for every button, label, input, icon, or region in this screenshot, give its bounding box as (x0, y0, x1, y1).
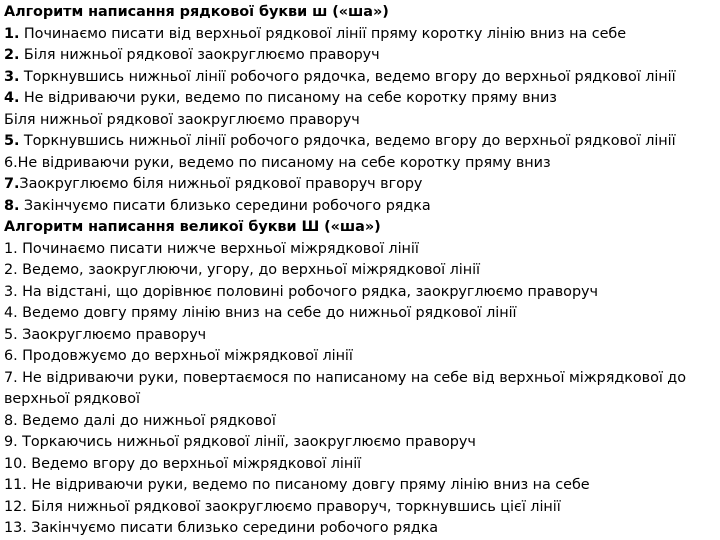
step-number: 13. (4, 520, 27, 536)
section-title-uppercase: Алгоритм написання великої букви Ш («ша») (4, 219, 381, 235)
step-text: Починаємо писати від верхньої рядкової лінії пряму коротку лінію вниз на себе (19, 25, 627, 42)
step-text: Не відриваючи руки, ведемо по писаному на себе коротку пряму вниз (17, 154, 551, 171)
step-text: Заокруглюємо біля нижньої рядкової праворуч вгору (19, 176, 423, 192)
step-text: Заокруглюємо праворуч (17, 326, 207, 343)
step-number: 2. (4, 47, 20, 63)
step-line (4, 67, 720, 89)
step-text: Не відриваючи руки, повертаємося по написаному на себе від верхньої міжрядкової до (17, 369, 686, 386)
step-line (4, 174, 720, 196)
step-text: Ведемо вгору до верхньої міжрядкової лінії (26, 455, 362, 472)
step-number: 4. (4, 90, 20, 106)
section-title-lowercase: Алгоритм написання рядкової букви ш («ша») (4, 4, 389, 20)
step-line (4, 325, 720, 347)
step-text: Торкаючись нижньої рядкової лінії, заокруглюємо праворуч (17, 434, 476, 450)
step-text: Ведемо довгу пряму лінію вниз на себе до нижньої рядкової лінії (17, 305, 517, 321)
step-number: 1. (4, 25, 20, 42)
step-line (4, 346, 720, 368)
step-line (4, 411, 720, 433)
step-line (4, 260, 720, 282)
step-line (4, 497, 720, 519)
step-line (4, 45, 720, 67)
step-number: 7. (4, 176, 20, 192)
step-number: 2. (4, 262, 18, 278)
step-line (4, 153, 720, 175)
step-number: 8. (4, 412, 18, 429)
step-text: Закінчуємо писати близько середини робочого рядка (19, 197, 431, 214)
step-number: 3. (4, 68, 20, 85)
step-number: 4. (4, 305, 18, 321)
step-line-continuation (4, 110, 720, 132)
step-number: 1. (4, 240, 18, 257)
step-line (4, 518, 720, 540)
step-text: Біля нижньої рядкової заокруглюємо праворуч (4, 111, 360, 128)
step-text: Продовжуємо до верхньої міжрядкової лінії (17, 348, 353, 364)
step-number: 11. (4, 477, 27, 493)
step-text: Біля нижньої рядкової заокруглюємо праворуч, торкнувшись цієї лінії (26, 498, 561, 515)
step-text: Торкнувшись нижньої лінії робочого рядочка, ведемо вгору до верхньої рядкової лінії (19, 68, 676, 85)
step-line (4, 24, 720, 46)
step-text: Торкнувшись нижньої лінії робочого рядочка, ведемо вгору до верхньої рядкової лінії (19, 133, 676, 149)
step-number: 10. (4, 455, 27, 472)
step-text: верхньої рядкової (4, 391, 140, 407)
step-text: Не відриваючи руки, ведемо по писаному на себе коротку пряму вниз (19, 90, 557, 106)
step-line (4, 282, 720, 304)
step-number: 6. (4, 348, 18, 364)
step-number: 3. (4, 283, 18, 300)
step-number: 8. (4, 197, 20, 214)
step-number: 7. (4, 369, 18, 386)
step-number: 5. (4, 326, 18, 343)
step-line (4, 303, 720, 325)
step-line-continuation (4, 389, 720, 411)
step-line (4, 131, 720, 153)
step-line (4, 88, 720, 110)
step-line (4, 368, 720, 390)
step-text: Біля нижньої рядкової заокруглюємо праворуч (19, 47, 380, 63)
step-number: 6. (4, 154, 18, 171)
step-text: На відстані, що дорівнює половині робочого рядка, заокруглюємо праворуч (17, 283, 598, 300)
step-text: Закінчуємо писати близько середини робочого рядка (26, 520, 439, 536)
step-line (4, 432, 720, 454)
step-line (4, 475, 720, 497)
step-line (4, 454, 720, 476)
step-text: Ведемо, заокруглюючи, угору, до верхньої міжрядкової лінії (17, 262, 480, 278)
step-line (4, 239, 720, 261)
step-number: 5. (4, 133, 20, 149)
step-text: Ведемо далі до нижньої рядкової (17, 412, 276, 429)
step-text: Починаємо писати нижче верхньої міжрядкової лінії (17, 240, 419, 257)
step-number: 9. (4, 434, 18, 450)
step-line (4, 196, 720, 218)
step-number: 12. (4, 498, 27, 515)
step-text: Не відриваючи руки, ведемо по писаному довгу пряму лінію вниз на себе (26, 477, 590, 493)
